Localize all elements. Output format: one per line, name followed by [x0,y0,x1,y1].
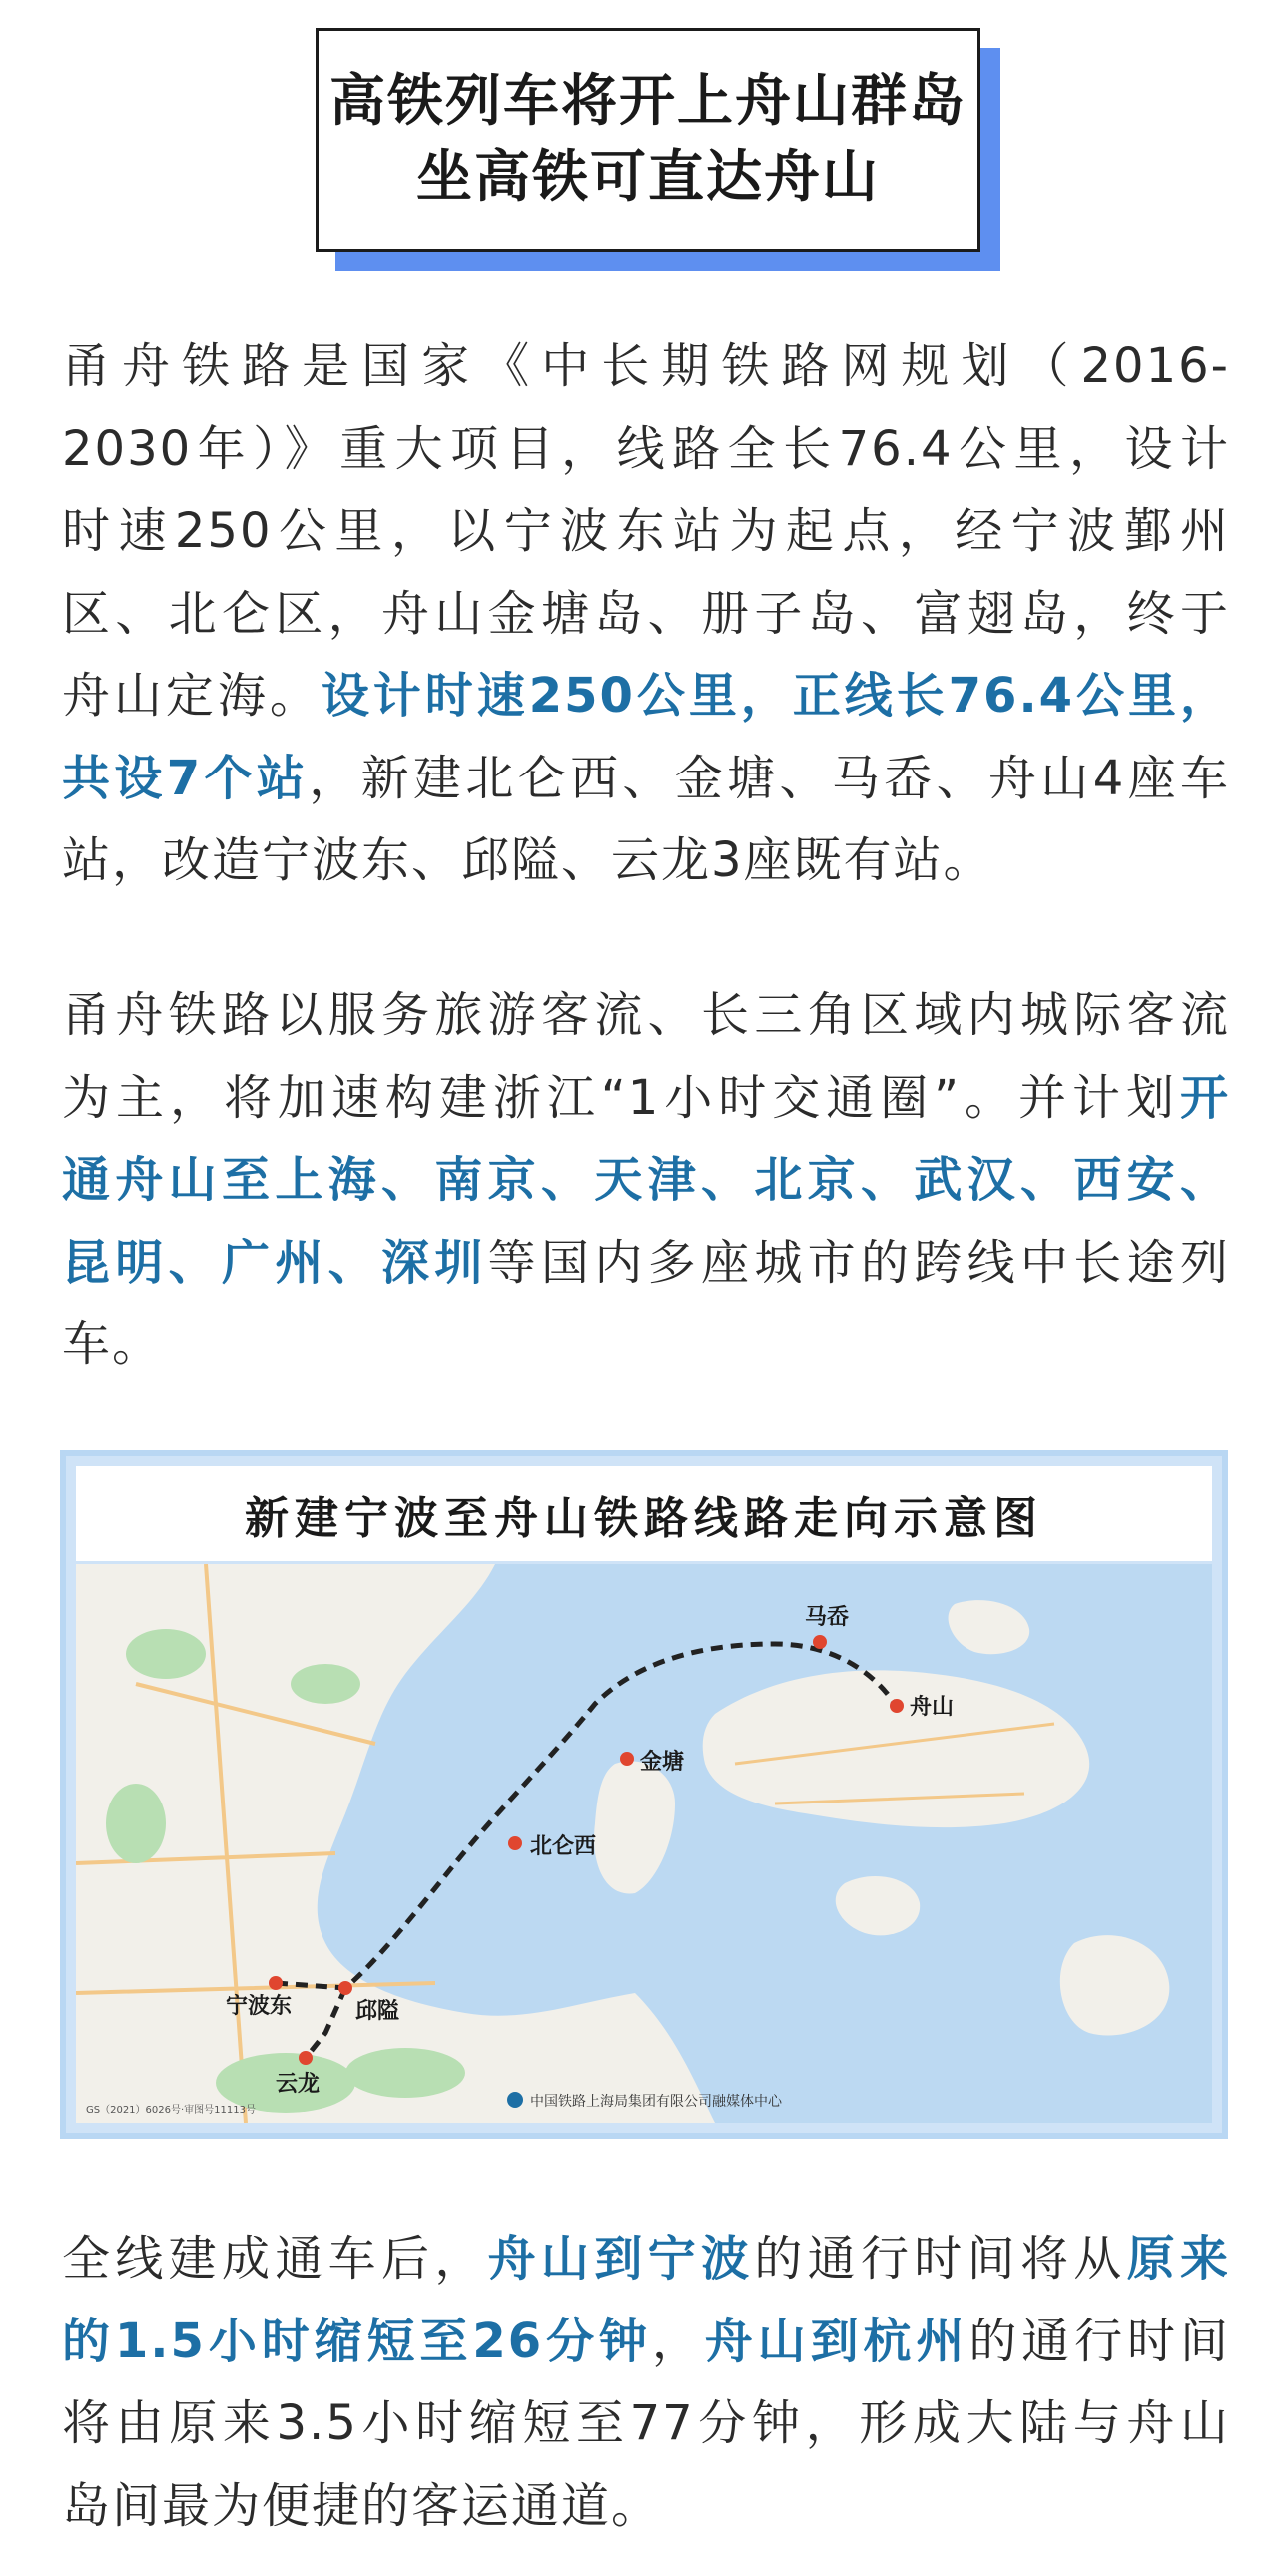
text-line: 时速250公里，以宁波东站为起点，经宁波鄞州 [62,503,1230,559]
title-line-2: 坐高铁可直达舟山 [416,145,880,210]
station-label-jintang: 金塘 [640,1749,685,1775]
highlight-text: 舟山到杭州 [704,2313,969,2369]
text-line: 区、北仑区，舟山金塘岛、册子岛、富翅岛，终于 [62,585,1230,642]
highlight-text: 的1.5小时缩短至26分钟 [62,2313,652,2369]
text-span: 为主，将加速构建浙江“1小时交通圈”。并计划 [62,1069,1180,1126]
station-dot-jintang [620,1752,634,1766]
station-dot-zhoushan [890,1699,904,1713]
station-label-maao: 马岙 [805,1604,850,1630]
paragraph-travel-time [62,2218,1230,2547]
paragraph-intro [62,325,1230,902]
map-area [76,1564,1212,2123]
map-approval-code: GS（2021）6026号·审图号11113号 [86,2105,256,2116]
text-span: 等国内多座城市的跨线中长途列 [487,1234,1230,1290]
station-dot-ningbodong [269,1976,283,1990]
highlight-text: 共设7个站 [62,750,310,806]
highlight-text: 通舟山至上海、南京、天津、北京、武汉、西安、 [62,1152,1230,1208]
text-line: 车。 [62,1316,163,1372]
text-line: 将由原来3.5小时缩短至77分钟，形成大陆与舟山 [62,2395,1230,2451]
text-line [62,1057,1230,1140]
text-line [62,738,1230,820]
station-label-yunlong: 云龙 [276,2071,321,2097]
text-line [62,2218,1230,2301]
text-line: 岛间最为便捷的客运通道。 [62,2477,662,2534]
route-map [60,1450,1228,2139]
title-box [316,28,980,252]
map-svg [76,1564,1212,2123]
text-line [62,1139,1230,1222]
paragraph-service [62,974,1230,1386]
highlight-text: 昆明、广州、深圳 [62,1234,488,1290]
text-span: 舟山定海。 [62,668,322,724]
station-label-zhoushan: 舟山 [910,1694,955,1720]
highlight-text: 设计时速250公里，正线长76.4公里， [321,668,1230,724]
text-line [62,655,1230,738]
station-label-beilunxi: 北仑西 [530,1833,597,1859]
station-dot-qiuai [338,1981,352,1995]
map-title-bar [76,1466,1212,1561]
map-credit: 中国铁路上海局集团有限公司融媒体中心 [530,2094,782,2110]
highlight-text: 舟山到宁波 [487,2231,755,2287]
station-dot-beilunxi [508,1836,522,1850]
text-line [62,2301,1230,2383]
text-line [62,1222,1230,1304]
title-line-1: 高铁列车将开上舟山群岛 [329,69,966,134]
highlight-text: 原来 [1126,2231,1230,2287]
text-line: 甬舟铁路以服务旅游客流、长三角区域内城际客流 [62,987,1230,1043]
map-title: 新建宁波至舟山铁路线路走向示意图 [245,1492,1043,1544]
text-span: 全线建成通车后， [62,2231,488,2287]
station-dot-yunlong [299,2051,313,2065]
text-line: 2030年）》重大项目，线路全长76.4公里，设计 [62,420,1230,477]
text-line: 甬舟铁路是国家《中长期铁路网规划（2016- [62,338,1230,394]
station-label-qiuai: 邱隘 [355,1998,400,2024]
railway-logo-icon [507,2092,523,2108]
text-span: 的通行时间 [968,2313,1230,2369]
title-card [316,28,980,252]
text-span: ， [651,2313,705,2369]
text-span: ，新建北仑西、金塘、马岙、舟山4座车 [309,750,1230,806]
station-label-ningbodong: 宁波东 [226,1993,293,2019]
highlight-text: 开 [1179,1069,1230,1126]
station-dot-maao [813,1635,827,1649]
text-line: 站，改造宁波东、邱隘、云龙3座既有站。 [62,832,993,888]
text-span: 的通行时间将从 [754,2231,1127,2287]
